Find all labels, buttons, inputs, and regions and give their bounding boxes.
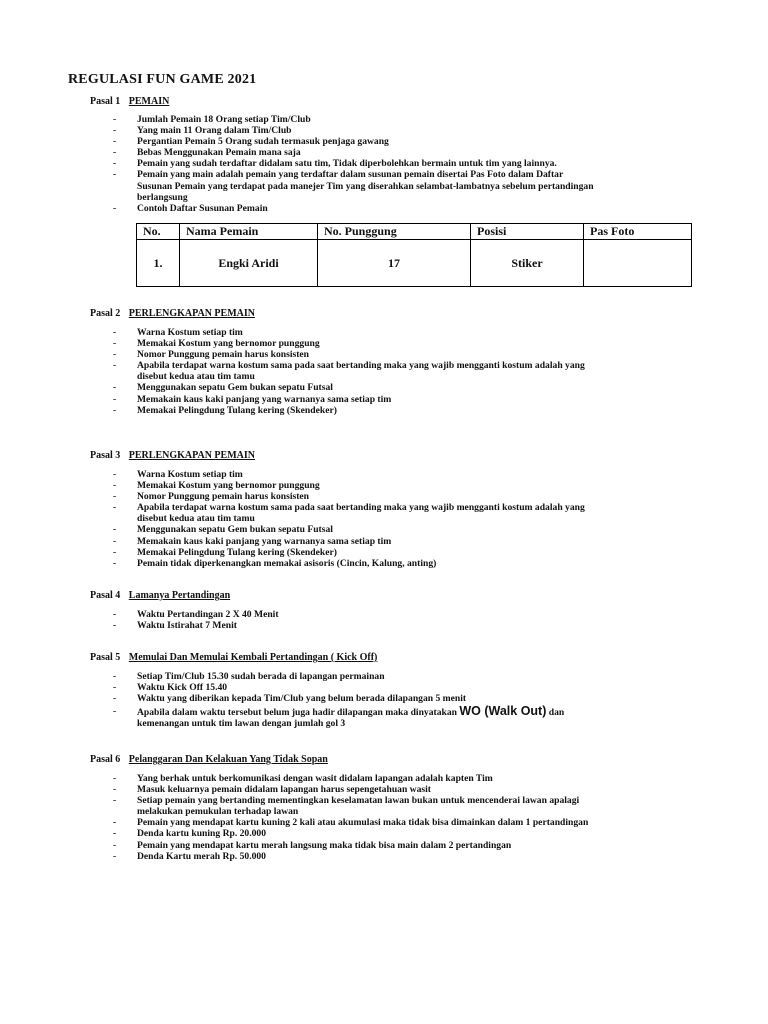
pasal-title: Memulai Dan Memulai Kembali Pertandingan ( Kick Off) — [128, 652, 378, 663]
list-item-text: - Pemain tidak diperkenangkan memakai asisoris (Cincin, Kalung, anting) — [137, 557, 437, 569]
list-item — [113, 609, 678, 620]
roster-table — [136, 223, 692, 287]
cell-pas-foto — [584, 240, 692, 287]
pasal-title: PERLENGKAPAN PEMAIN — [128, 308, 255, 319]
list-item — [113, 169, 678, 202]
pasal-6-list — [113, 773, 678, 862]
list-item-text: - Memakain kaus kaki panjang yang warnanya sama setiap tim — [137, 393, 392, 405]
pasal-label: Pasal — [90, 450, 113, 461]
pasal-title: Lamanya Pertandingan — [128, 590, 231, 601]
list-item-text: - Waktu yang diberikan kepada Tim/Club yang belum berada dilapangan 5 menit — [137, 693, 467, 705]
list-item-text: Susunan Pemain yang terdapat pada manejer Tim yang diserahkan selambat-lambatnya sebelum pertandingan — [137, 180, 594, 192]
header-no: No. — [137, 224, 180, 240]
wo-text-before: Apabila dalam waktu tersebut belum juga hadir dilapangan maka dinyatakan — [137, 707, 460, 718]
list-item — [113, 773, 678, 784]
pasal-3-list — [113, 469, 678, 569]
wo-text-line2: kemenangan untuk tim lawan dengan jumlah gol 3 — [137, 718, 346, 730]
list-item-text: - Warna Kostum setiap tim — [137, 469, 243, 480]
pasal-number: 3 — [115, 450, 121, 461]
header-nama-pemain: Nama Pemain — [180, 224, 318, 240]
pasal-4-heading — [90, 590, 230, 601]
pasal-5-heading — [90, 652, 377, 663]
list-item-text: - Pemain yang main adalah pemain yang terdaftar dalam susunan pemain disertai Pas Foto dalam Daftar — [137, 169, 564, 181]
list-item-text: - Bebas Menggunakan Pemain mana saja — [137, 147, 301, 159]
list-item — [113, 693, 678, 704]
list-item — [113, 203, 678, 214]
list-item — [113, 491, 678, 502]
list-item-text: - Masuk keluarnya pemain didalam lapangan harus sepengetahuan wasit — [137, 784, 432, 796]
list-item-text: - Menggunakan sepatu Gem bukan sepatu Futsal — [137, 524, 333, 536]
pasal-number: 4 — [115, 590, 121, 601]
pasal-number: 6 — [115, 754, 121, 765]
list-item-text: - Waktu Pertandingan 2 X 40 Menit — [137, 609, 279, 620]
cell-posisi: Stiker — [471, 240, 584, 287]
list-item — [113, 405, 678, 416]
cell-no: 1. — [137, 240, 180, 287]
list-item — [113, 338, 678, 349]
list-item-text: - Setiap pemain yang bertanding mementingkan keselamatan lawan bukan untuk mencenderai lawan apalagi — [137, 795, 580, 807]
table-row — [137, 240, 692, 287]
list-item — [113, 784, 678, 795]
list-item-text: - Memakai Pelingdung Tulang kering (Skendeker) — [137, 546, 337, 558]
list-item-text: - Memakain kaus kaki panjang yang warnanya sama setiap tim — [137, 535, 392, 547]
document-title: REGULASI FUN GAME 2021 — [68, 72, 257, 87]
pasal-6-heading — [90, 754, 328, 765]
list-item-text: - Waktu Kick Off 15.40 — [137, 682, 228, 694]
list-item — [113, 828, 678, 839]
pasal-4-list — [113, 609, 678, 631]
cell-no-punggung: 17 — [318, 240, 471, 287]
list-item — [113, 349, 678, 360]
list-item — [113, 469, 678, 480]
list-item-text: - Memakai Kostum yang bernomor punggung — [137, 480, 320, 492]
list-item — [113, 502, 678, 524]
cell-nama-pemain: Engki Aridi — [180, 240, 318, 287]
pasal-2-heading — [90, 308, 255, 319]
list-item — [113, 524, 678, 535]
list-item-text: - Denda Kartu merah Rp. 50.000 — [137, 850, 266, 862]
list-item-text: - Yang main 11 Orang dalam Tim/Club — [137, 125, 292, 137]
pasal-title: PERLENGKAPAN PEMAIN — [128, 450, 255, 461]
list-item-text: - Contoh Daftar Susunan Pemain — [137, 202, 268, 214]
list-item — [113, 136, 678, 147]
list-item-text: - Pergantian Pemain 5 Orang sudah termasuk penjaga gawang — [137, 136, 389, 148]
list-item — [113, 158, 678, 169]
list-item-text: - Warna Kostum setiap tim — [137, 327, 243, 338]
list-item — [113, 114, 678, 125]
list-item — [113, 327, 678, 338]
pasal-label: Pasal — [90, 590, 113, 601]
list-item — [113, 547, 678, 558]
list-item-text: - Denda kartu kuning Rp. 20.000 — [137, 828, 267, 840]
list-item — [113, 840, 678, 851]
list-item — [113, 851, 678, 862]
list-item — [113, 480, 678, 491]
list-item-text: - Yang berhak untuk berkomunikasi dengan wasit didalam lapangan adalah kapten Tim — [137, 773, 493, 784]
pasal-label: Pasal — [90, 96, 113, 107]
header-posisi: Posisi — [471, 224, 584, 240]
list-item — [113, 382, 678, 393]
pasal-title: Pelanggaran Dan Kelakuan Yang Tidak Sopan — [128, 754, 328, 765]
list-item — [113, 795, 678, 817]
pasal-label: Pasal — [90, 652, 113, 663]
list-item-text: - Apabila terdapat warna kostum sama pada saat bertanding maka yang wajib mengganti kostum adalah yang — [137, 502, 585, 514]
list-item-text: - Nomor Punggung pemain harus konsisten — [137, 491, 310, 503]
list-item — [113, 682, 678, 693]
list-item-text: disebut kedua atau tim tamu — [137, 513, 255, 525]
list-item — [113, 817, 678, 828]
roster-header-row — [137, 224, 692, 240]
list-item-text: - Setiap Tim/Club 15.30 sudah berada di lapangan permainan — [137, 671, 385, 682]
list-item-text: - Pemain yang mendapat kartu merah langsung maka tidak bisa main dalam 2 pertandingan — [137, 839, 512, 851]
list-item-text: - Waktu Istirahat 7 Menit — [137, 620, 237, 632]
pasal-number: 2 — [115, 308, 121, 319]
pasal-label: Pasal — [90, 308, 113, 319]
list-item — [113, 558, 678, 569]
list-item-text: - Jumlah Pemain 18 Orang setiap Tim/Club — [137, 114, 311, 125]
list-item-text: - Pemain yang mendapat kartu kuning 2 kali atau akumulasi maka tidak bisa dimainkan dalam 1 pertandingan — [137, 817, 589, 829]
list-item-text: berlangsung — [137, 191, 188, 203]
list-item-text: disebut kedua atau tim tamu — [137, 371, 255, 383]
pasal-title: PEMAIN — [128, 96, 170, 107]
list-item — [113, 125, 678, 136]
list-item — [113, 360, 678, 382]
wo-text-after: dan — [546, 707, 565, 718]
list-item-text: - Nomor Punggung pemain harus konsisten — [137, 349, 310, 361]
pasal-5-wo-list — [113, 706, 678, 729]
header-no-punggung: No. Punggung — [318, 224, 471, 240]
wo-emphasis: WO (Walk Out) — [459, 704, 547, 718]
header-pas-foto: Pas Foto — [584, 224, 692, 240]
pasal-number: 1 — [115, 96, 121, 107]
pasal-3-heading — [90, 450, 255, 461]
pasal-1-heading — [90, 96, 169, 107]
list-item — [113, 706, 678, 729]
pasal-1-list — [113, 114, 678, 214]
list-item-text: melakukan pemukulan terhadap lawan — [137, 806, 299, 818]
pasal-2-list — [113, 327, 678, 416]
pasal-label: Pasal — [90, 754, 113, 765]
pasal-5-list — [113, 671, 678, 704]
list-item-text: - Apabila terdapat warna kostum sama pada saat bertanding maka yang wajib mengganti kostum adalah yang — [137, 360, 585, 372]
list-item-text: - Memakai Pelingdung Tulang kering (Skendeker) — [137, 404, 337, 416]
list-item — [113, 394, 678, 405]
list-item-text: - Pemain yang sudah terdaftar didalam satu tim, Tidak diperbolehkan bermain untuk tim yang lainnya. — [137, 158, 557, 170]
pasal-number: 5 — [115, 652, 121, 663]
list-item-text: - Menggunakan sepatu Gem bukan sepatu Futsal — [137, 382, 333, 394]
list-item — [113, 671, 678, 682]
list-item — [113, 147, 678, 158]
list-item-text: - Memakai Kostum yang bernomor punggung — [137, 338, 320, 350]
list-item — [113, 620, 678, 631]
list-item — [113, 536, 678, 547]
